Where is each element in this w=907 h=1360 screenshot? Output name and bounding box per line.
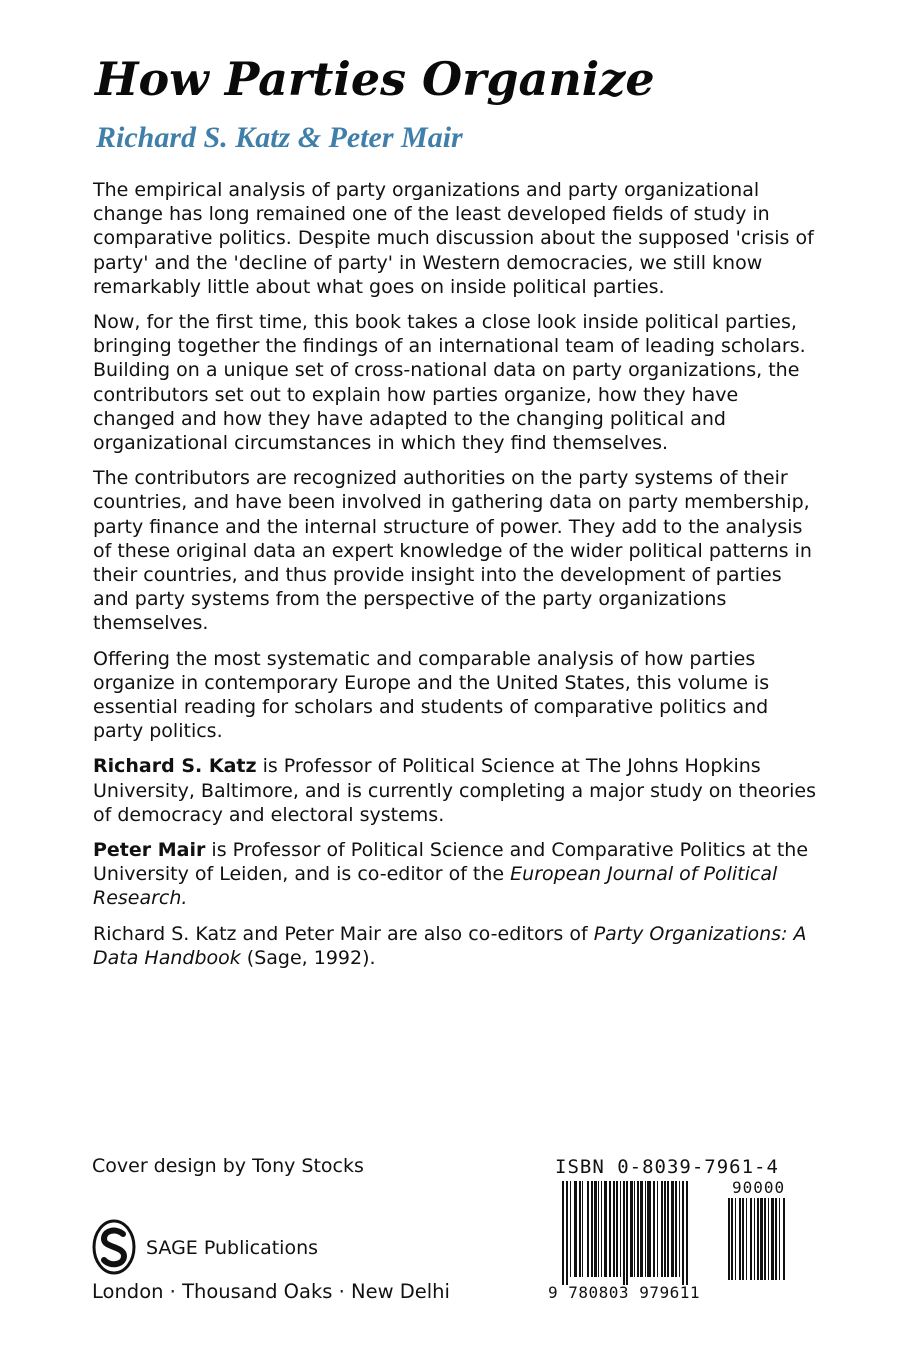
barcode-bar (686, 1181, 688, 1285)
coeditors-text: Richard S. Katz and Peter Mair are also co-editors of (93, 922, 594, 945)
barcode-bar (570, 1181, 571, 1277)
barcode-bar (768, 1198, 769, 1280)
barcode-bar (750, 1198, 752, 1280)
barcode-bar (645, 1181, 646, 1277)
cover-design-credit: Cover design by Tony Stocks (92, 1155, 364, 1177)
barcode-bar (671, 1181, 674, 1277)
barcode-bar (630, 1181, 633, 1277)
barcode-bar (566, 1181, 568, 1285)
book-title: How Parties Organize (95, 52, 655, 106)
barcode-bar (623, 1181, 625, 1285)
barcode-bar (760, 1198, 763, 1280)
barcode-bar (594, 1181, 597, 1277)
ean-barcode-bars (562, 1181, 726, 1285)
coeditors-tail: (Sage, 1992). (240, 946, 376, 969)
barcode-bar (634, 1181, 635, 1277)
addon-barcode-bars (728, 1198, 804, 1285)
barcode-bar (640, 1181, 643, 1277)
book-authors: Richard S. Katz & Peter Mair (96, 121, 463, 154)
barcode-bar (653, 1181, 655, 1277)
coeditors-book-title: Party Organizations: A Data Handbook (93, 922, 807, 969)
barcode-bar (742, 1198, 744, 1280)
bio-mair-text: is Professor of Political Science and Comparative Politics at the University of Leiden, and is co-editor of the (93, 839, 809, 886)
blurb-paragraph-1: The empirical analysis of party organizations and party organizational change has long remained one of the least developed fields of study in comparative politics. Despite much discussion about the supposed 'crisis of party' and the 'decline of party' in Western democracies, we still know remarkably little about what goes on inside political parties. (93, 179, 814, 298)
barcode-bar (587, 1181, 589, 1277)
bio-katz-text: is Professor of Political Science at The Johns Hopkins University, Baltimore, and is currently completing a major study on theories of democracy and electoral systems. (93, 755, 817, 826)
barcode-bar (604, 1181, 607, 1277)
barcode-bar (579, 1181, 581, 1277)
bio-katz-name: Richard S. Katz (93, 755, 257, 778)
sage-s-logo-icon (92, 1219, 136, 1275)
barcode-bar (626, 1181, 628, 1285)
barcode-bar (682, 1181, 684, 1285)
blurb-paragraph-2: Now, for the first time, this book takes a close look inside political parties, bringing together the findings of an international team of leading scholars. Building on a unique set of cross-national data on party organizations, the contributors set out to explain how parties organize, how they have changed and how they have adapted to the changing political and organizational circumstances in which they find themselves. (93, 311, 806, 455)
bio-katz (93, 754, 823, 827)
barcode-bar (775, 1198, 777, 1280)
barcode-bar (757, 1198, 759, 1280)
isbn-number: ISBN 0-8039-7961-4 (555, 1156, 779, 1178)
blurb-paragraph-3: The contributors are recognized authorities on the party systems of their countries, and have been involved in gathering data on party membership, party finance and the internal structure of power. They add to the analysis of these original data an expert knowledge of the wider political patterns in their countries, and thus provide insight into the development of parties and party systems from the perspective of the party organizations themselves. (93, 467, 812, 635)
barcode-bar (754, 1198, 755, 1280)
barcode-bar (664, 1181, 666, 1277)
publisher-name: SAGE Publications (146, 1237, 319, 1259)
bio-mair (93, 838, 823, 911)
barcode-bar (647, 1181, 651, 1277)
barcode-bar (637, 1181, 639, 1277)
barcode-bar (616, 1181, 618, 1277)
barcode-bar (598, 1181, 599, 1277)
barcode-bar (679, 1181, 680, 1277)
bio-mair-journal: European Journal of Political Research. (93, 863, 778, 910)
barcode-bar (735, 1198, 736, 1280)
barcode-bar (620, 1181, 621, 1277)
bio-mair-name: Peter Mair (93, 839, 206, 862)
barcode-bar (783, 1198, 785, 1280)
barcode-bar (601, 1181, 602, 1277)
barcode-bar (562, 1181, 564, 1285)
barcode-bar (657, 1181, 658, 1277)
coeditors-note (93, 922, 823, 970)
barcode-bar (591, 1181, 593, 1277)
barcode-bar (779, 1198, 780, 1280)
barcode-addon-number: 90000 (732, 1178, 786, 1197)
barcode-bar (582, 1181, 583, 1277)
barcode-bar (661, 1181, 663, 1277)
barcode-bar (675, 1181, 677, 1277)
barcode-bar (667, 1181, 669, 1277)
barcode-bar (613, 1181, 615, 1277)
barcode-bar (728, 1198, 730, 1280)
blurb-paragraph-4: Offering the most systematic and comparable analysis of how parties organize in contemporary Europe and the United States, this volume is essential reading for scholars and students of comparative politics and party politics. (93, 647, 770, 743)
publisher-cities: London · Thousand Oaks · New Delhi (92, 1280, 450, 1303)
barcode-bar (771, 1198, 774, 1280)
barcode-bar (764, 1198, 766, 1280)
barcode-bar (739, 1198, 741, 1280)
barcode-bar (609, 1181, 611, 1277)
barcode-bar (731, 1198, 733, 1280)
back-cover-text (93, 178, 823, 981)
barcode-bar (746, 1198, 747, 1280)
isbn-barcode (548, 1156, 808, 1306)
barcode-ean-number: 9 780803 979611 (548, 1283, 700, 1302)
barcode-bar (574, 1181, 577, 1277)
